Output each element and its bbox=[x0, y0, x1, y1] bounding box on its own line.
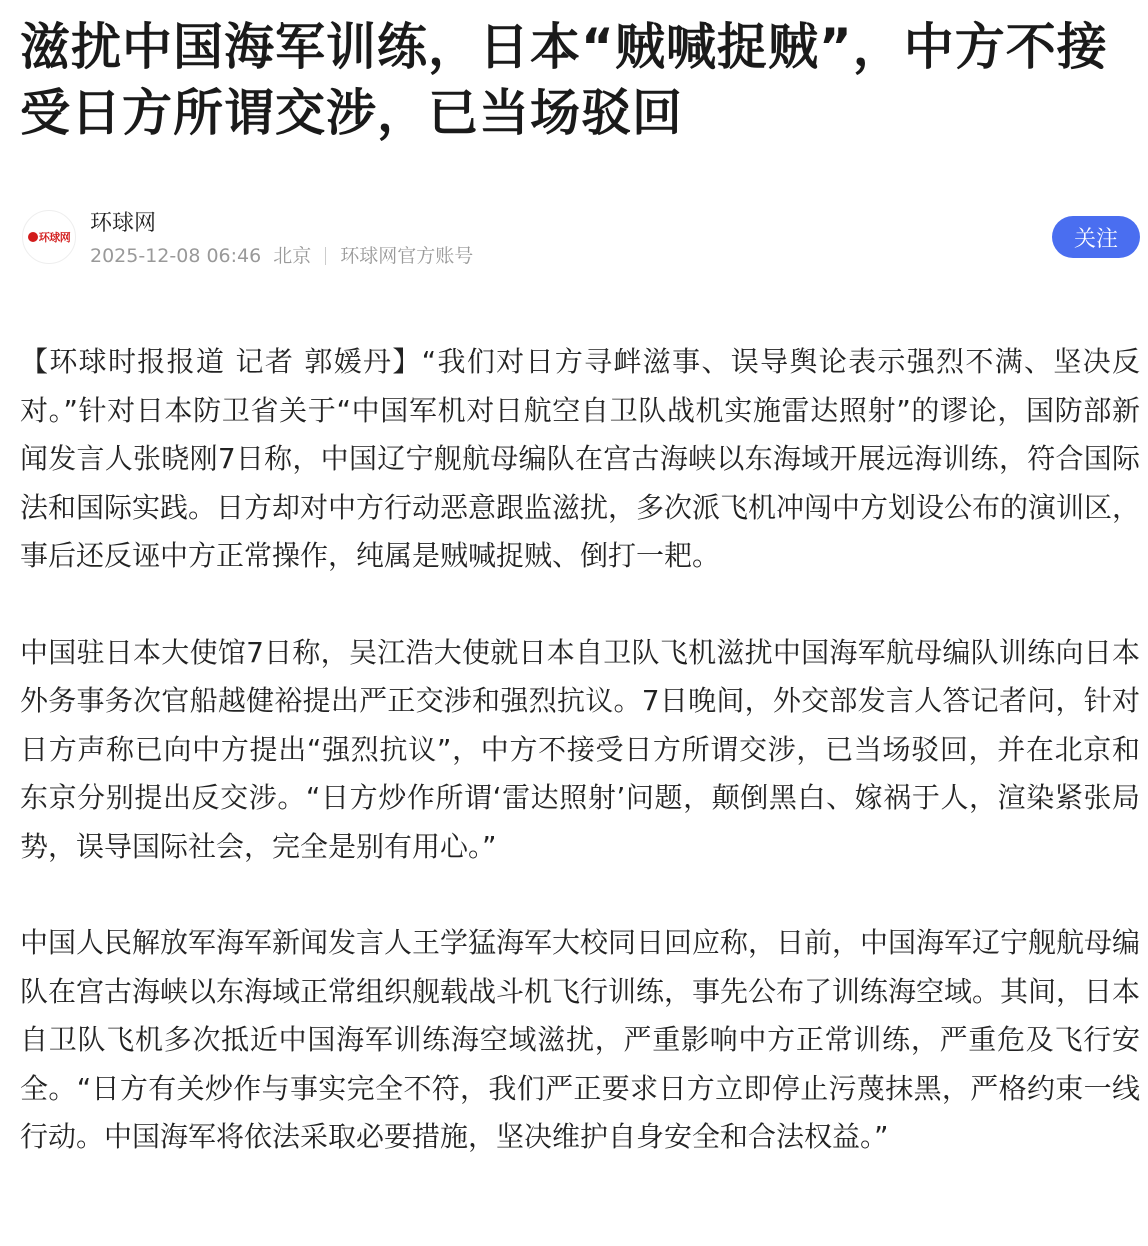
publish-datetime: 2025-12-08 06:46 bbox=[90, 245, 262, 267]
article-paragraph-3: 中国人民解放军海军新闻发言人王学猛海军大校同日回应称，日前，中国海军辽宁舰航母编队在宫古海峡以东海域正常组织舰载战斗机飞行训练，事先公布了训练海空域。其间，日本自卫队飞机多次抵近中国海军训练海空域滋扰，严重影响中方正常训练，严重危及飞行安全。“日方有关炒作与事实完全不符，我们严正要求日方立即停止污蔑抹黑，严格约束一线行动。中国海军将依法采取必要措施，坚决维护自身安全和合法权益。” bbox=[20, 926, 1141, 1153]
article-paragraph-2: 中国驻日本大使馆7日称，吴江浩大使就日本自卫队飞机滋扰中国海军航母编队训练向日本外务事务次官船越健裕提出严正交涉和强烈抗议。7日晚间，外交部发言人答记者问，针对日方声称已向中方提出“强烈抗议”，中方不接受日方所谓交涉，已当场驳回，并在北京和东京分别提出反交涉。“日方炒作所谓‘雷达照射’问题，颠倒黑白、嫁祸于人，渲染紧张局势，误导国际社会，完全是别有用心。” bbox=[20, 635, 1140, 863]
article-paragraph-1: 【环球时报报道 记者 郭媛丹】“我们对日方寻衅滋事、误导舆论表示强烈不满、坚决反对。”针对日本防卫省关于“中国军机对日航空自卫队战机实施雷达照射”的谬论，国防部新闻发言人张晓刚7日称，中国辽宁舰航母编队在宫古海峡以东海域开展远海训练，符合国际法和国际实践。日方却对中方行动恶意跟监滋扰，多次派飞机冲闯中方划设公布的演训区，事后还反诬中方正常操作，纯属是贼喊捉贼、倒打一耙。 bbox=[20, 345, 1141, 572]
meta-divider bbox=[325, 247, 326, 265]
article-meta bbox=[90, 244, 473, 268]
author-bar bbox=[22, 210, 1140, 270]
publish-location: 北京 bbox=[273, 245, 312, 267]
author-name[interactable]: 环球网 bbox=[90, 211, 157, 236]
article-title: 滋扰中国海军训练，日本“贼喊捉贼”，中方不接受日方所谓交涉，已当场驳回 bbox=[20, 18, 1108, 142]
article-body bbox=[20, 338, 1140, 1210]
follow-button[interactable]: 关注 bbox=[1052, 216, 1140, 258]
author-avatar[interactable] bbox=[22, 210, 76, 264]
account-type: 环球网官方账号 bbox=[340, 245, 474, 267]
huanqiu-logo-icon: 环球网 bbox=[28, 229, 71, 245]
